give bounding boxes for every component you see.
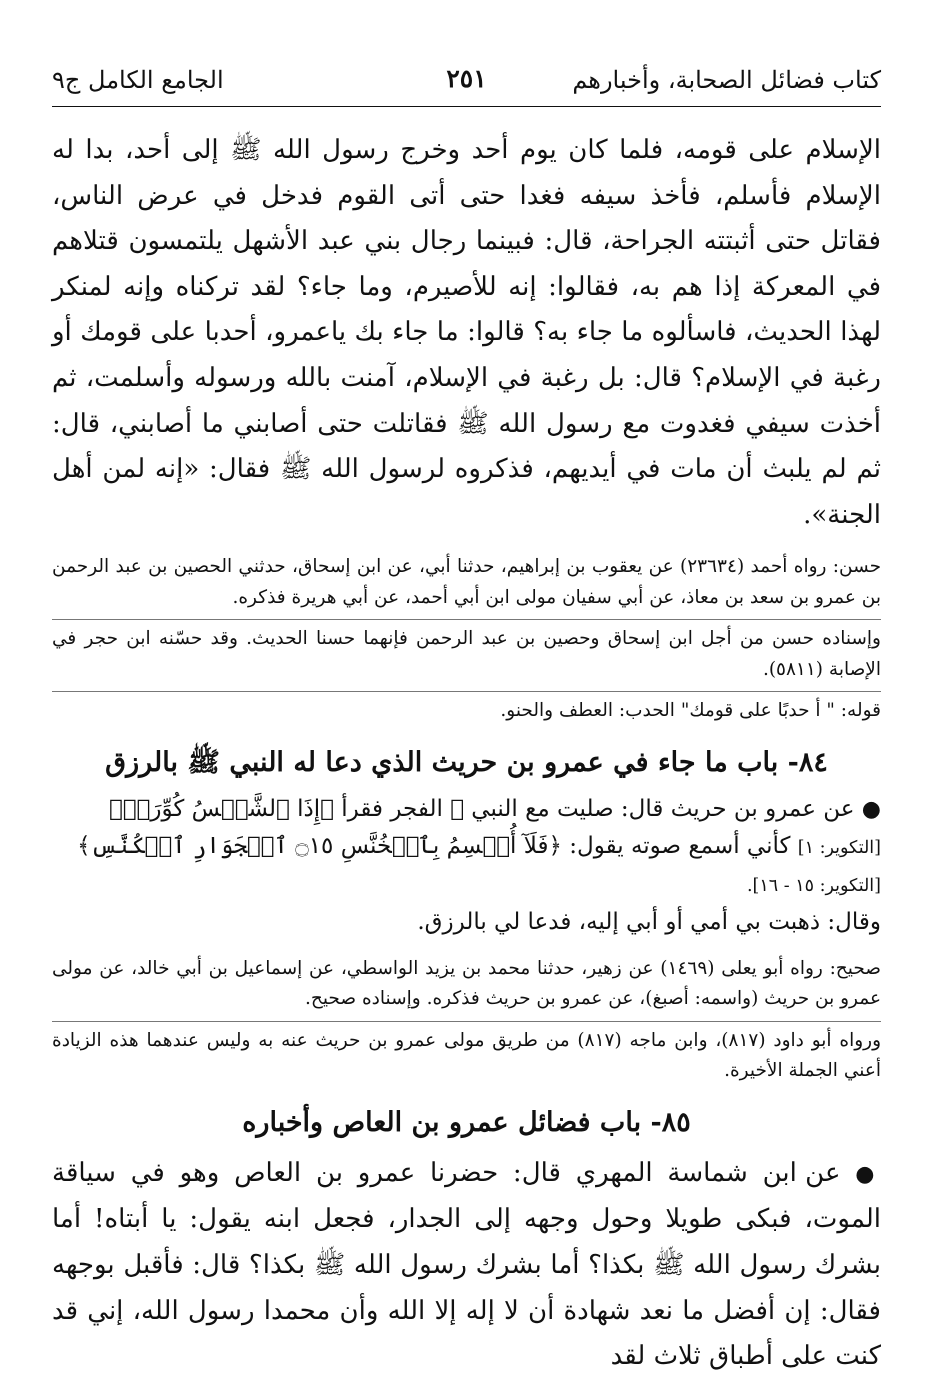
note-divider [52,1021,881,1022]
hadith-line-2 [52,828,881,904]
isnad-note: وإسناده حسن من أجل ابن إسحاق وحصين بن عبد الرحمن فإنهما حسنا الحديث. وقد حسّنه ابن حجر في الإصابة (٥٨١١). [52,628,881,680]
page-number: ٢٥١ [446,64,487,93]
hadith-paragraph [52,1151,881,1380]
hadith-text: كأني أسمع صوته يقول: ﴿فَلَآ أُقۡسِمُ بِٱلۡخُنَّسِ ۝١٥ ٱلۡجَوَارِ ٱلۡكُنَّسِ﴾ [77,832,791,859]
chapter-heading-85: ٨٥- باب فضائل عمرو بن العاص وأخباره [242,1106,691,1138]
bullet-icon: ● [855,1161,881,1187]
takhrij-note: ورواه أبو داود (٨١٧)، وابن ماجه (٨١٧) من طريق مولى عمرو بن حريث عنه به وليس عندهما هذه الزيادة أعني الجملة الأخيرة. [52,1029,882,1082]
page-header [52,62,881,107]
footnotes-block [52,550,881,727]
hadith-line-1 [52,791,881,828]
quran-reference: [التكوير: ١٥ - ١٦]. [746,875,881,896]
hadith-text: عن ابن شماسة المهري قال: حضرنا عمرو بن العاص وهو في سياقة الموت، فبكى طويلا وحول وجهه إلى الجدار، فجعل ابنه يقول: يا أبتاه! أما بشرك رسول الله ﷺ بكذا؟ أما بشرك رسول الله ﷺ بكذا؟ قال: فأقبل بوجهه فقال: إن أفضل ما نعد شهادة أن لا إله إلا الله وأن محمدا رسول الله، إني قد كنت على أطباق ثلاث لقد [52,1157,881,1372]
hadith-line-3: وقال: ذهبت بي أمي أو أبي إليه، فدعا لي بالرزق. [417,908,881,935]
page-content [52,112,881,1380]
quran-reference: [التكوير: ١] [797,837,881,858]
note-divider [52,691,881,692]
takhrij-note: صحيح: رواه أبو يعلى (١٤٦٩) عن زهير، حدثنا محمد بن يزيد الواسطي، عن إسماعيل بن أبي خالد، عن مولى عمرو بن حريث (واسمه: أصبغ)، عن عمرو بن حريث فذكره. وإسناده صحيح. [52,957,881,1010]
book-section-title: كتاب فضائل الصحابة، وأخبارهم [572,66,881,94]
book-title: الجامع الكامل ج٩ [52,66,224,94]
hadith-text: عن عمرو بن حريث قال: صليت مع النبي ﷺ الفجر فقرأ ﴿إِذَا ٱلشَّمۡسُ كُوِّرَتۡ﴾ [108,795,855,822]
footnotes-block [52,952,881,1087]
chapter-heading-84: ٨٤- باب ما جاء في عمرو بن حريث الذي دعا له النبي ﷺ بالرزق [105,746,828,778]
gloss-note: قوله: " أ حدبًا على قومك" الحدب: العطف والحنو. [500,700,881,722]
takhrij-note: حسن: رواه أحمد (٢٣٦٣٤) عن يعقوب بن إبراهيم، حدثنا أبي، عن ابن إسحاق، حدثني الحصين بن عبد الرحمن بن عمرو بن سعد بن معاذ، عن أبي سفيان مولى ابن أبي أحمد، عن أبي هريرة فذكره. [52,556,882,608]
hadith-paragraph: الإسلام على قومه، فلما كان يوم أحد وخرج رسول الله ﷺ إلى أحد، بدا له الإسلام فأسلم، فأخذ سيفه فغدا حتى أتى القوم فدخل في عرض الناس، فقاتل حتى أثبتته الجراحة، قال: فبينما رجال بني عبد الأشهل يلتمسون قتلاهم في المعركة إذا هم به، فقالوا: إنه للأصيرم، وما جاء؟ لقد تركناه وإنه لمنكر لهذا الحديث، فاسألوه ما جاء به؟ قالوا: ما جاء بك ياعمرو، أحدبا على قومك أو رغبة في الإسلام؟ قال: بل رغبة في الإسلام، آمنت بالله ورسوله وأسلمت، ثم أخذت سيفي فغدوت مع رسول الله ﷺ فقاتلت حتى أصابني ما أصابني، قال: ثم لم يلبث أن مات في أيديهم، فذكروه لرسول الله ﷺ فقال: «إنه لمن أهل الجنة». [52,135,881,530]
bullet-icon: ● [861,796,881,822]
note-divider [52,619,881,620]
